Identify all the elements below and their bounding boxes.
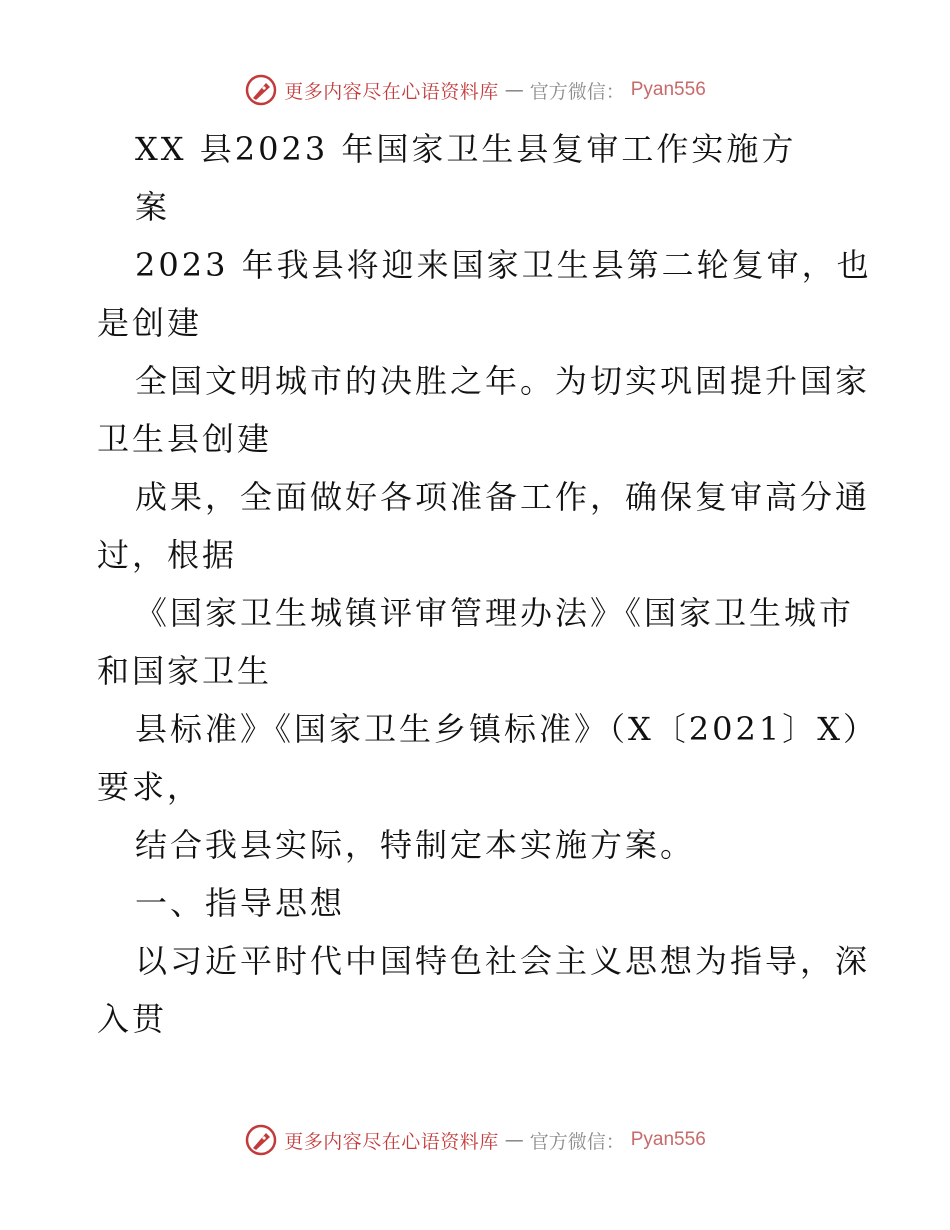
watermark-text: 更多内容尽在心语资料库 [284,1130,499,1153]
watermark-wechat-id: Pyan556 [630,79,706,100]
paragraph-line: 是创建 [97,304,203,342]
paragraph-line: 过，根据 [97,536,238,574]
paragraph-line: 入贯 [97,1000,168,1038]
section-heading: 一、指导思想 [135,884,346,922]
watermark-wechat-label: 官方微信： [529,80,625,103]
paragraph-line: 结合我县实际，特制定本实施方案。 [135,826,696,864]
watermark-wechat-label: 官方微信： [529,1130,625,1153]
watermark-text: 更多内容尽在心语资料库 [284,80,499,103]
paragraph-line: 《国家卫生城镇评审管理办法》《国家卫生城市 [135,594,855,632]
document-title-line-2: 案 [135,188,171,226]
paragraph-line: 县标准》《国家卫生乡镇标准》（X〔2021〕X） [135,710,879,748]
pen-nib-logo-icon [244,73,278,107]
watermark-wechat-id: Pyan556 [630,1129,706,1150]
paragraph-line: 和国家卫生 [97,652,273,690]
paragraph-line: 以习近平时代中国特色社会主义思想为指导，深 [135,942,871,980]
paragraph-line: 2023 年我县将迎来国家卫生县第二轮复审，也 [135,246,872,284]
watermark-separator: — [504,79,524,101]
paragraph-line: 全国文明城市的决胜之年。为切实巩固提升国家 [135,362,871,400]
watermark-footer [0,1120,950,1160]
watermark-separator: — [504,1129,524,1151]
document-title-line-1: XX 县2023 年国家卫生县复审工作实施方 [135,130,797,168]
paragraph-line: 要求， [97,768,203,806]
document-body [97,120,879,1048]
pen-nib-logo-icon [244,1123,278,1157]
paragraph-line: 成果，全面做好各项准备工作，确保复审高分通 [135,478,871,516]
watermark-header [0,70,950,110]
paragraph-line: 卫生县创建 [97,420,273,458]
